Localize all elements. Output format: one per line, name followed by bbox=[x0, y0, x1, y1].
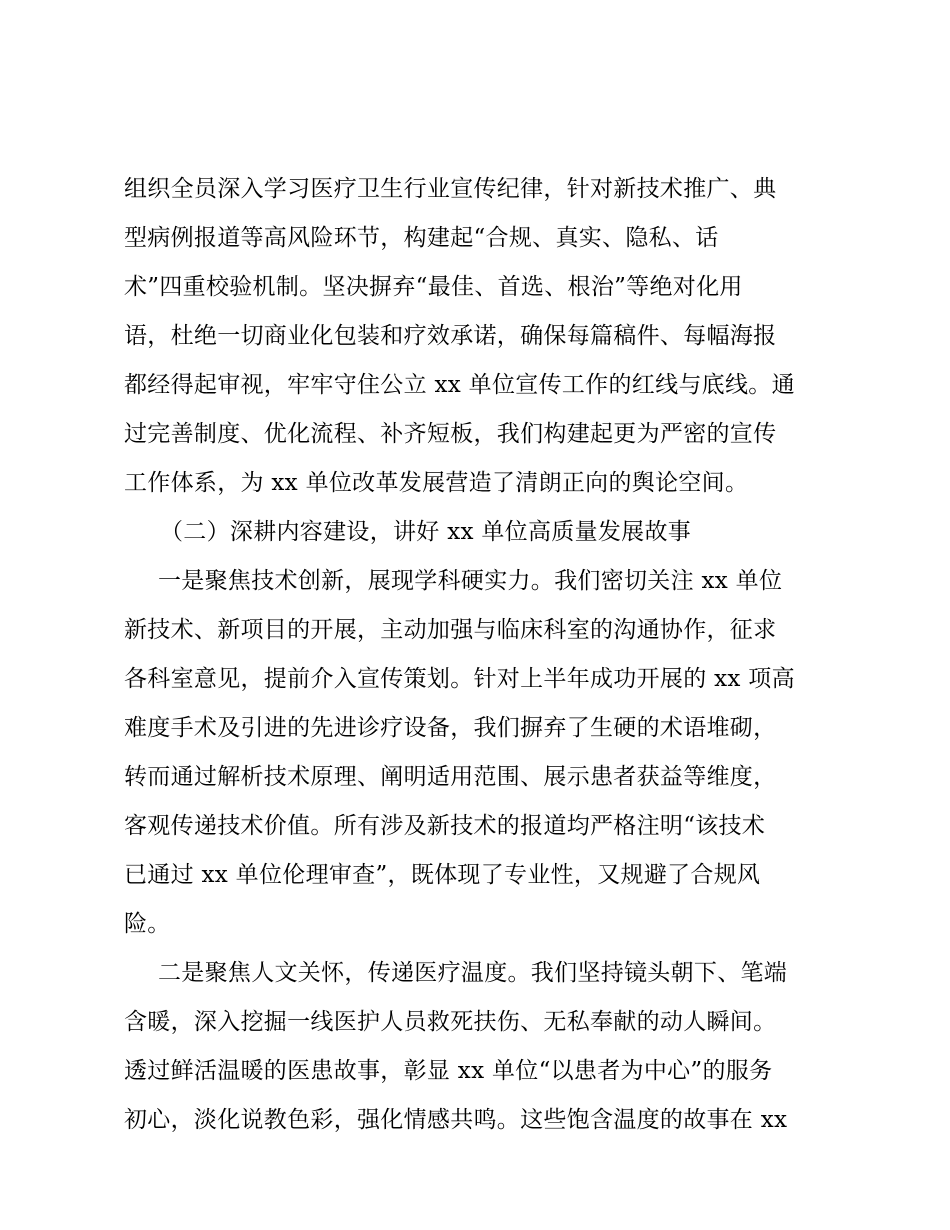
paragraph-line: 各科室意见，提前介入宣传策划。针对上半年成功开展的 xx 项高 bbox=[124, 666, 795, 692]
paragraph-line: 已通过 xx 单位伦理审查”，既体现了专业性，又规避了合规风 bbox=[124, 862, 761, 888]
paragraph-line: 初心，淡化说教色彩，强化情感共鸣。这些饱含温度的故事在 xx bbox=[124, 1107, 788, 1133]
paragraph-line: 型病例报道等高风险环节，构建起“合规、真实、隐私、话 bbox=[124, 225, 719, 251]
paragraph-line: 客观传递技术价值。所有涉及新技术的报道均严格注明“该技术 bbox=[124, 813, 766, 839]
paragraph-line: 一是聚焦技术创新，展现学科硬实力。我们密切关注 xx 单位 bbox=[158, 568, 783, 594]
paragraph-line: 透过鲜活温暖的医患故事，彰显 xx 单位“以患者为中心”的服务 bbox=[124, 1058, 773, 1084]
section-heading: （二）深耕内容建设，讲好 xx 单位高质量发展故事 bbox=[160, 519, 692, 545]
paragraph-line: 术”四重校验机制。坚决摒弃“最佳、首选、根治”等绝对化用 bbox=[124, 274, 743, 300]
paragraph-line: 工作体系，为 xx 单位改革发展营造了清朗正向的舆论空间。 bbox=[124, 470, 749, 496]
paragraph-line: 险。 bbox=[124, 911, 171, 937]
paragraph-line: 新技术、新项目的开展，主动加强与临床科室的沟通协作，征求 bbox=[124, 617, 777, 643]
paragraph-line: 二是聚焦人文关怀，传递医疗温度。我们坚持镜头朝下、笔端 bbox=[158, 960, 788, 986]
paragraph-line: 语，杜绝一切商业化包装和疗效承诺，确保每篇稿件、每幅海报 bbox=[124, 323, 777, 349]
paragraph-line: 转而通过解析技术原理、阐明适用范围、展示患者获益等维度， bbox=[124, 764, 777, 790]
paragraph-line: 难度手术及引进的先进诊疗设备，我们摒弃了生硬的术语堆砌， bbox=[124, 715, 777, 741]
paragraph-line: 过完善制度、优化流程、补齐短板，我们构建起更为严密的宣传 bbox=[124, 421, 777, 447]
paragraph-line: 含暖，深入挖掘一线医护人员救死扶伤、无私奉献的动人瞬间。 bbox=[124, 1009, 777, 1035]
paragraph-line: 都经得起审视，牢牢守住公立 xx 单位宣传工作的红线与底线。通 bbox=[124, 372, 795, 398]
paragraph-line: 组织全员深入学习医疗卫生行业宣传纪律，针对新技术推广、典 bbox=[124, 176, 777, 202]
